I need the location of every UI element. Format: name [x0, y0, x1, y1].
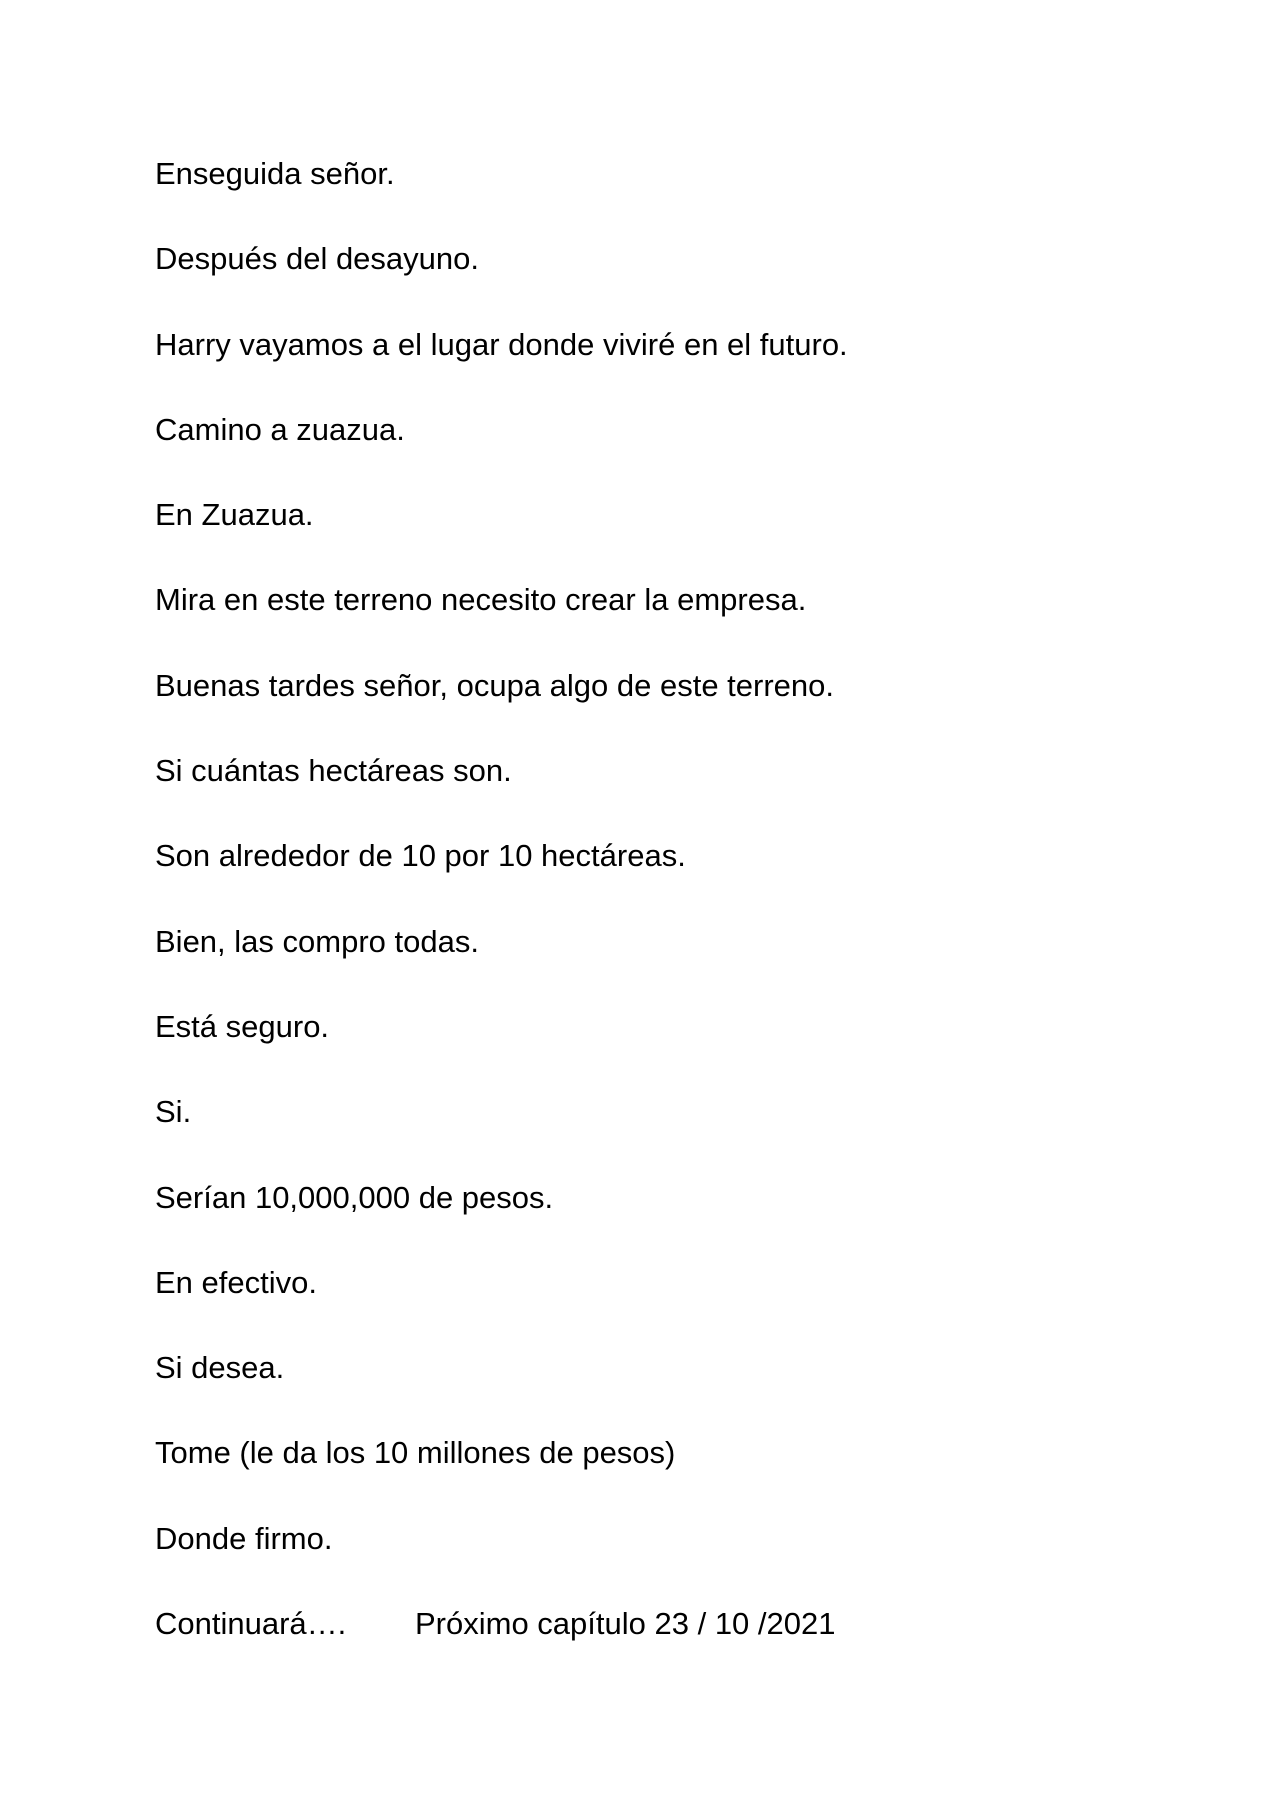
dialogue-line: Después del desayuno. [155, 241, 480, 277]
dialogue-line: Buenas tardes señor, ocupa algo de este terreno. [155, 667, 835, 703]
dialogue-line: Serían 10,000,000 de pesos. [155, 1179, 554, 1215]
dialogue-line: Si. [155, 1094, 192, 1130]
dialogue-line: Si desea. [155, 1350, 285, 1386]
dialogue-line: Harry vayamos a el lugar donde viviré en el futuro. [155, 326, 848, 362]
closing-line [155, 1600, 1155, 1685]
dialogue-line: Bien, las compro todas. [155, 923, 479, 959]
dialogue-line: Donde firmo. [155, 1520, 333, 1556]
dialogue-line: Enseguida señor. [155, 156, 395, 191]
next-chapter-date: Próximo capítulo 23 / 10 /2021 [415, 1606, 836, 1642]
dialogue-line: En efectivo. [155, 1264, 317, 1300]
continued-label: Continuará…. [155, 1606, 347, 1642]
dialogue-line: Tome (le da los 10 millones de pesos) [155, 1435, 676, 1471]
dialogue-line: Si cuántas hectáreas son. [155, 753, 512, 789]
dialogue-line: Mira en este terreno necesito crear la empresa. [155, 582, 807, 618]
dialogue-lines [155, 150, 1155, 1685]
dialogue-line: En Zuazua. [155, 497, 314, 533]
dialogue-line: Está seguro. [155, 1008, 330, 1044]
dialogue-line: Son alrededor de 10 por 10 hectáreas. [155, 838, 686, 874]
dialogue-line: Camino a zuazua. [155, 411, 405, 447]
